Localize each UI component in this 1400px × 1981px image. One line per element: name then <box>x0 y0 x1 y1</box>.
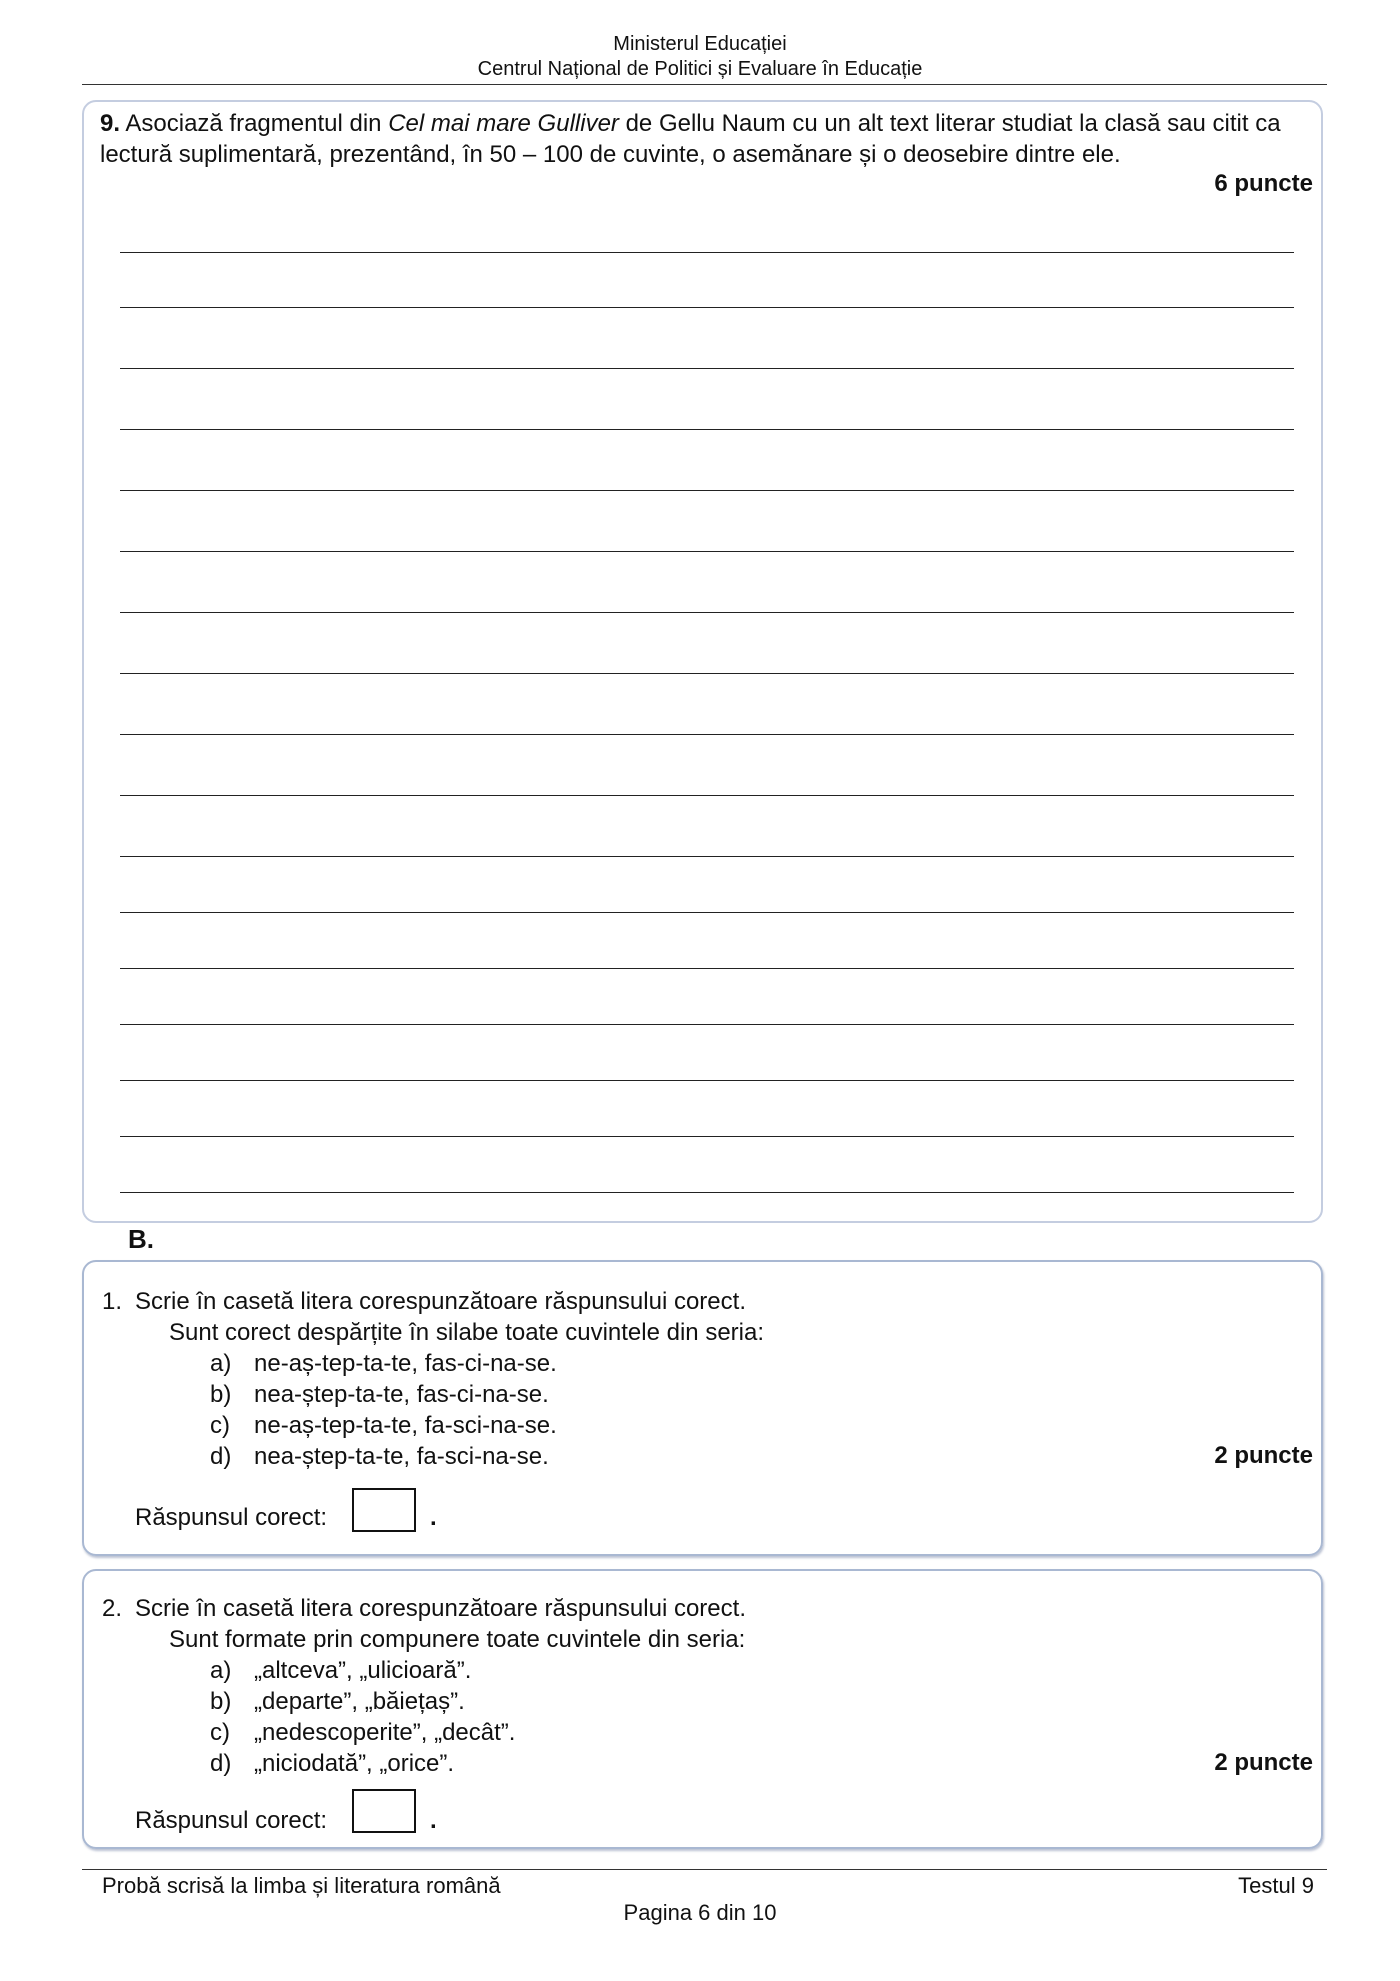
answer-label: Răspunsul corect: <box>135 1504 328 1531</box>
question-b2-points: 2 puncte <box>1214 1749 1313 1776</box>
question-b2-instruction: Scrie în casetă litera corespunzătoare răspunsului corect. <box>135 1595 746 1622</box>
question-b1-instruction: Scrie în casetă litera corespunzătoare răspunsului corect. <box>135 1288 746 1315</box>
question-9-text-before: Asociază fragmentul din <box>120 110 389 137</box>
option-letter: a) <box>210 1350 232 1377</box>
answer-line[interactable] <box>120 795 1294 796</box>
footer-divider <box>82 1869 1327 1870</box>
option-text: nea-ștep-ta-te, fas-ci-na-se. <box>254 1381 549 1408</box>
answer-period: . <box>430 1504 437 1531</box>
answer-line[interactable] <box>120 368 1294 369</box>
option-letter: c) <box>210 1412 230 1439</box>
answer-label: Răspunsul corect: <box>135 1807 328 1834</box>
option-text: ne-aș-tep-ta-te, fas-ci-na-se. <box>254 1350 557 1377</box>
answer-line[interactable] <box>120 307 1294 308</box>
section-b-heading: B. <box>128 1224 154 1254</box>
question-b1-box <box>82 1260 1323 1556</box>
answer-line[interactable] <box>120 856 1294 857</box>
footer-subject: Probă scrisă la limba și literatura română <box>102 1873 501 1898</box>
answer-line[interactable] <box>120 1024 1294 1025</box>
answer-line[interactable] <box>120 252 1294 253</box>
answer-line[interactable] <box>120 1136 1294 1137</box>
question-9-points: 6 puncte <box>1214 170 1313 197</box>
option-text: ne-aș-tep-ta-te, fa-sci-na-se. <box>254 1412 557 1439</box>
option-text: „niciodată”, „orice”. <box>254 1750 455 1777</box>
answer-line[interactable] <box>120 1192 1294 1193</box>
answer-line[interactable] <box>120 551 1294 552</box>
option-letter: c) <box>210 1719 230 1746</box>
option-letter: b) <box>210 1381 232 1408</box>
answer-period: . <box>430 1807 437 1834</box>
question-b1-number: 1. <box>102 1288 123 1315</box>
option-letter: d) <box>210 1750 232 1777</box>
header-ministry: Ministerul Educației <box>613 33 787 55</box>
page-header <box>0 32 1400 82</box>
answer-line[interactable] <box>120 734 1294 735</box>
question-b1-stem: Sunt corect despărțite în silabe toate cuvintele din seria: <box>169 1319 765 1346</box>
answer-line[interactable] <box>120 968 1294 969</box>
option-letter: d) <box>210 1443 232 1470</box>
question-9-number: 9 <box>100 110 114 137</box>
answer-line[interactable] <box>120 612 1294 613</box>
answer-box[interactable] <box>352 1488 416 1532</box>
option-text: „nedescoperite”, „decât”. <box>254 1719 516 1746</box>
question-b2-number: 2. <box>102 1595 123 1622</box>
answer-line[interactable] <box>120 490 1294 491</box>
option-letter: b) <box>210 1688 232 1715</box>
question-b2-box <box>82 1569 1323 1849</box>
header-center: Centrul Național de Politici și Evaluare în Educație <box>477 58 923 80</box>
question-9-box <box>82 100 1323 1223</box>
question-b2-stem: Sunt formate prin compunere toate cuvintele din seria: <box>169 1626 746 1653</box>
option-text: „altceva”, „ulicioară”. <box>254 1657 472 1684</box>
question-9-text: 9. Asociază fragmentul din Cel mai mare Gulliver de Gellu Naum cu un alt text literar studiat la clasă sau citit ca lectură suplimentară, prezentând, în 50 – 100 de cuvinte, o asemănare și o deosebire dintre ele. <box>100 110 1281 168</box>
option-letter: a) <box>210 1657 232 1684</box>
answer-line[interactable] <box>120 912 1294 913</box>
answer-line[interactable] <box>120 673 1294 674</box>
answer-box[interactable] <box>352 1789 416 1833</box>
question-9-text-after: de Gellu Naum cu un alt text literar studiat la clasă sau citit ca lectură suplimentară, prezentând, în 50 – 100 de cuvinte, o asemănare și o deosebire dintre ele. <box>100 110 1281 168</box>
answer-line[interactable] <box>120 1080 1294 1081</box>
footer-test-number: Testul 9 <box>1238 1873 1314 1898</box>
question-9-title: Cel mai mare Gulliver <box>388 110 619 137</box>
question-b1-points: 2 puncte <box>1214 1442 1313 1469</box>
option-text: nea-ștep-ta-te, fa-sci-na-se. <box>254 1443 549 1470</box>
header-divider <box>82 84 1327 85</box>
option-text: „departe”, „băiețaș”. <box>254 1688 465 1715</box>
answer-line[interactable] <box>120 429 1294 430</box>
footer-page-number: Pagina 6 din 10 <box>623 1900 777 1925</box>
